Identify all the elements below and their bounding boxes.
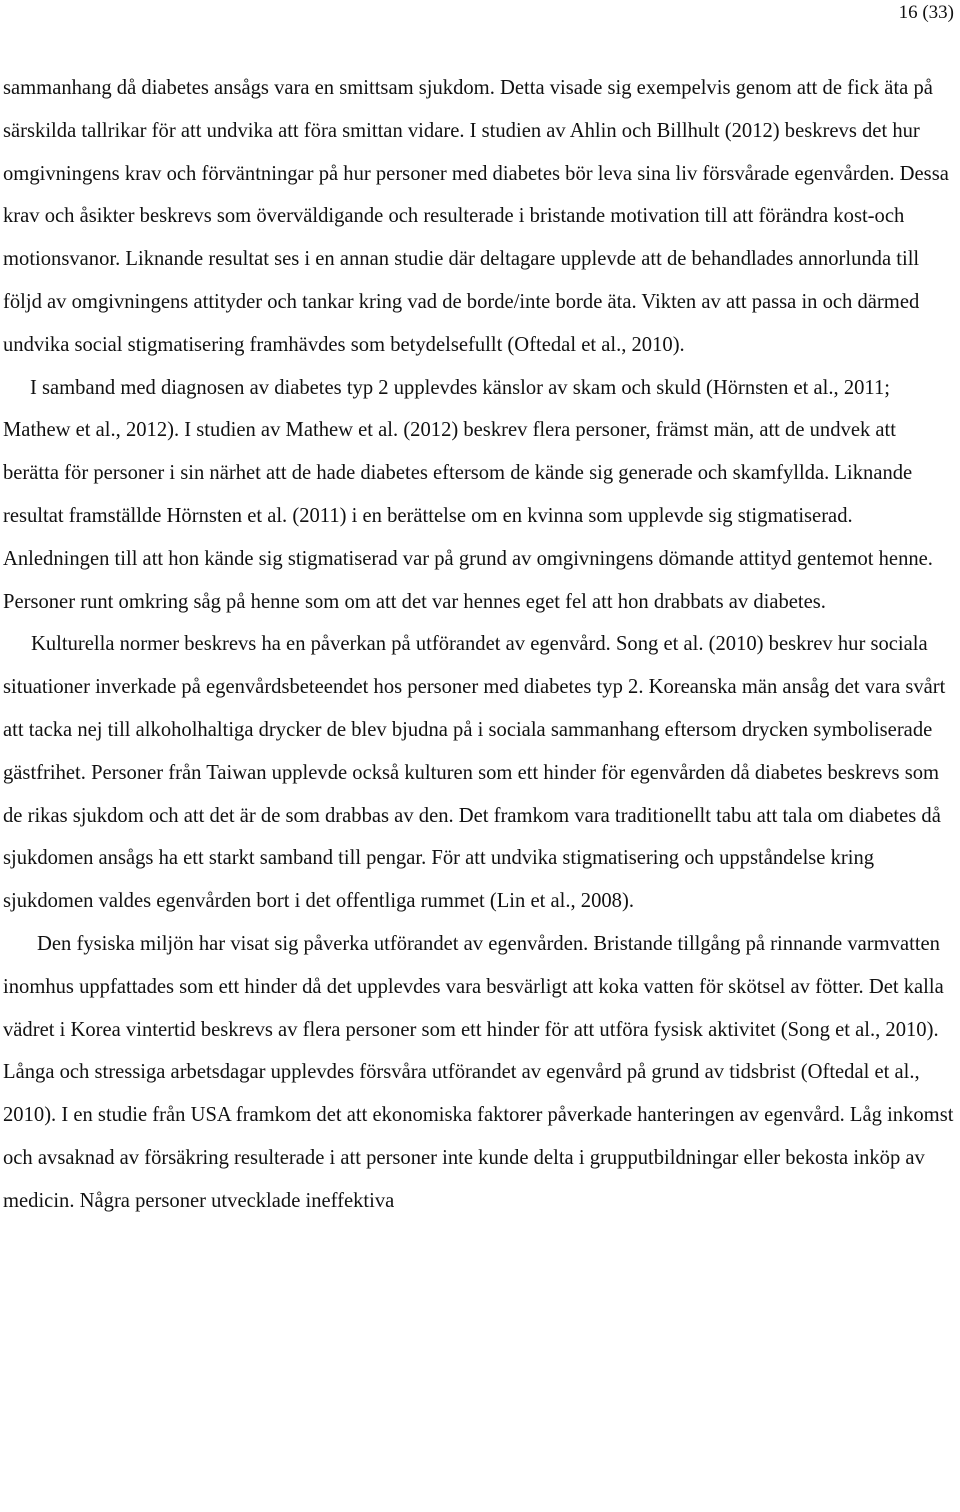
paragraph-shame-guilt: I samband med diagnosen av diabetes typ 2 upplevdes känslor av skam och skuld (Hörnsten et al., 2011; Mathew et al., 2012). I studien av Mathew et al. (2012) beskrev flera personer, främst män, att de undvek att berätta för personer i sin närhet att de hade diabetes eftersom de kände sig generade och skamfyllda. Liknande resultat framställde Hörnsten et al. (2011) i en berättelse om en kvinna som upplevde sig stigmatiserad. Anledningen till att hon kände sig stigmatiserad var på grund av omgivningens dömande attityd gentemot henne. Personer runt omkring såg på henne som om att det var hennes eget fel att hon drabbats av diabetes. [3,376,933,613]
paragraph-cultural-norms: Kulturella normer beskrevs ha en påverkan på utförandet av egenvård. Song et al. (2010) beskrev hur sociala situationer inverkade på egenvårdsbeteendet hos personer med diabetes typ 2. Koreanska män ansåg det vara svårt att tacka nej till alkoholhaltiga drycker de blev bjudna på i sociala sammanhang eftersom drycken symboliserade gästfrihet. Personer från Taiwan upplevde också kulturen som ett hinder för egenvården då diabetes beskrevs som de rikas sjukdom och att det är de som drabbas av den. Det framkom vara traditionellt tabu att tala om diabetes då sjukdomen ansågs ha ett starkt samband till pengar. För att undvika stigmatisering och uppståndelse kring sjukdomen valdes egenvården bort i det offentliga rummet (Lin et al., 2008). [3,633,946,913]
paragraph-physical-environment: Den fysiska miljön har visat sig påverka utförandet av egenvården. Bristande tillgång på rinnande varmvatten inomhus uppfattades som ett hinder då det upplevdes vara besvärligt att koka vatten för skötsel av fötter. Det kalla vädret i Korea vintertid beskrevs av flera personer som ett hinder för att utföra fysisk aktivitet (Song et al., 2010). Långa och stressiga arbetsdagar upplevdes försvåra utförandet av egenvård på grund av tidsbrist (Oftedal et al., 2010). I en studie från USA framkom det att ekonomiska faktorer påverkade hanteringen av egenvård. Låg inkomst och avsaknad av försäkring resulterade i att personer inte kunde delta i grupputbildningar eller bekosta inköp av medicin. Några personer utvecklade ineffektiva [3,932,954,1212]
document-body [3,67,955,1223]
page-number: 16 (33) [898,2,954,23]
paragraph-social-stigma: sammanhang då diabetes ansågs vara en smittsam sjukdom. Detta visade sig exempelvis genom att de fick äta på särskilda tallrikar för att undvika att föra smittan vidare. I studien av Ahlin och Billhult (2012) beskrevs det hur omgivningens krav och förväntningar på hur personer med diabetes bör leva sina liv försvårade egenvården. Dessa krav och åsikter beskrevs som överväldigande och resulterade i bristande motivation till att förändra kost-och motionsvanor. Liknande resultat ses i en annan studie där deltagare upplevde att de behandlades annorlunda till följd av omgivningens attityder och tankar kring vad de borde/inte borde äta. Vikten av att passa in och därmed undvika social stigmatisering framhävdes som betydelsefullt (Oftedal et al., 2010). [3,77,949,356]
